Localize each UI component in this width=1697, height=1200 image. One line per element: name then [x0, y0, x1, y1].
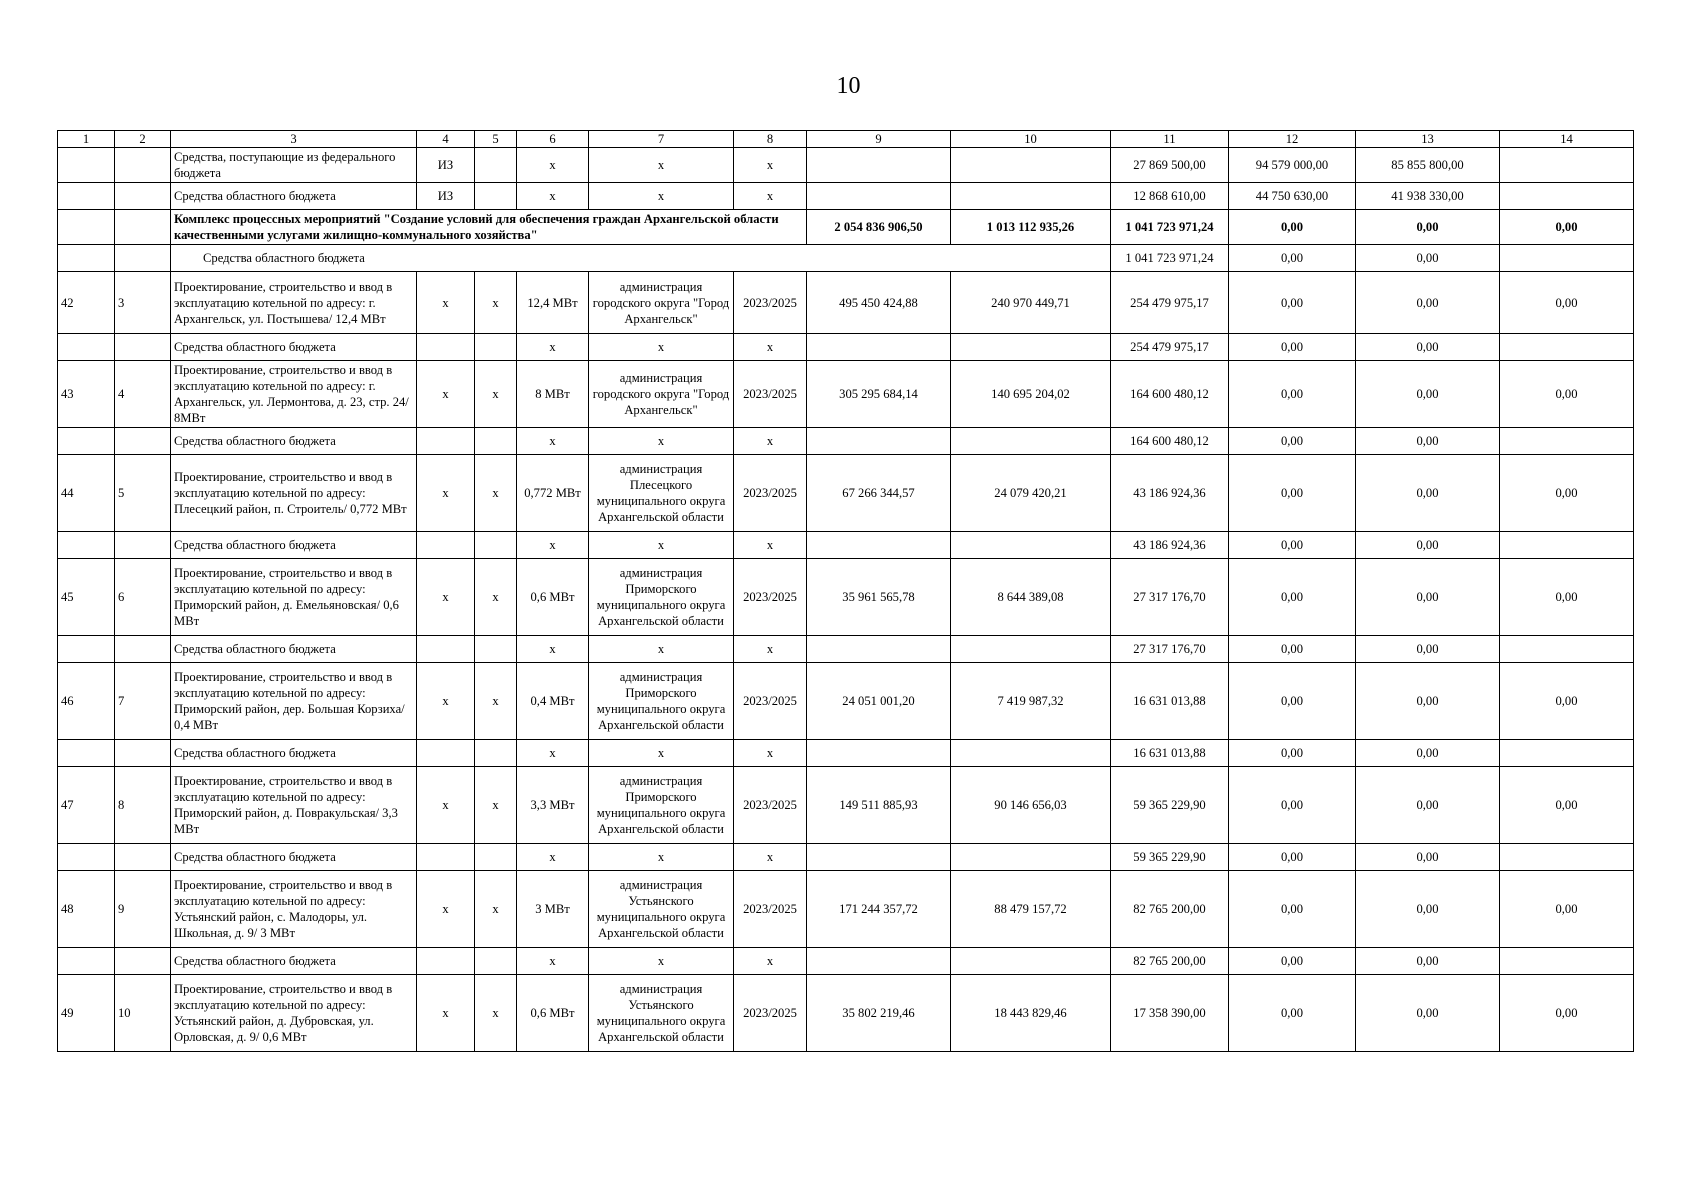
table-cell-c4: ИЗ: [417, 148, 475, 183]
table-cell-c12: 0,00: [1229, 428, 1356, 455]
table-cell-c7: х: [589, 148, 734, 183]
table-cell-c10: [951, 183, 1111, 210]
table-cell-c12: 44 750 630,00: [1229, 183, 1356, 210]
table-cell-c1: 47: [58, 767, 115, 844]
table-row-funding-source: [58, 183, 1634, 210]
table-cell-c14: 0,00: [1500, 559, 1634, 636]
table-cell: [115, 245, 171, 272]
table-row-item: [58, 663, 1634, 740]
column-number: 12: [1229, 131, 1356, 148]
table-cell-c12: 0,00: [1229, 871, 1356, 948]
column-number: 9: [807, 131, 951, 148]
table-row-funding-source: [58, 532, 1634, 559]
column-number: 3: [171, 131, 417, 148]
table-cell-c9: 24 051 001,20: [807, 663, 951, 740]
table-cell-c12: 0,00: [1229, 532, 1356, 559]
table-row-funding-source: [58, 148, 1634, 183]
table-cell-c11: 59 365 229,90: [1111, 844, 1229, 871]
table-cell-c8: х: [734, 532, 807, 559]
table-cell-c11: 254 479 975,17: [1111, 272, 1229, 334]
table-cell-c4: х: [417, 975, 475, 1052]
table-cell-c13: 0,00: [1356, 245, 1500, 272]
table-cell-c13: 0,00: [1356, 532, 1500, 559]
table-cell-c2: [115, 948, 171, 975]
table-cell-c12: 0,00: [1229, 455, 1356, 532]
table-cell-c4: ИЗ: [417, 183, 475, 210]
table-cell-c8: 2023/2025: [734, 559, 807, 636]
table-cell-c12: 0,00: [1229, 948, 1356, 975]
table-cell-c2: 3: [115, 272, 171, 334]
table-cell-c9: [807, 532, 951, 559]
table-cell-c8: х: [734, 334, 807, 361]
table-cell-c14: [1500, 428, 1634, 455]
table-cell-c13: 0,00: [1356, 948, 1500, 975]
table-cell-c10: 88 479 157,72: [951, 871, 1111, 948]
table-cell-c6: х: [517, 148, 589, 183]
table-cell-c13: 0,00: [1356, 636, 1500, 663]
table-cell-c7: администрация Плесецкого муниципального округа Архангельской области: [589, 455, 734, 532]
funding-source-label: Средства областного бюджета: [171, 183, 417, 210]
table-cell-c11: 43 186 924,36: [1111, 532, 1229, 559]
column-number: 13: [1356, 131, 1500, 148]
table-cell-c13: 85 855 800,00: [1356, 148, 1500, 183]
table-cell-c2: 9: [115, 871, 171, 948]
table-cell-c7: х: [589, 740, 734, 767]
table-cell-c7: х: [589, 636, 734, 663]
table-cell-c6: х: [517, 844, 589, 871]
object-description: Проектирование, строительство и ввод в эксплуатацию котельной по адресу: Приморский район, д. Емельяновская/ 0,6 МВт: [171, 559, 417, 636]
table-cell-c1: [58, 532, 115, 559]
table-cell-c12: 0,00: [1229, 272, 1356, 334]
table-cell-c13: 0,00: [1356, 210, 1500, 245]
table-cell-c4: [417, 428, 475, 455]
table-cell-c8: 2023/2025: [734, 272, 807, 334]
funding-source-label: Средства областного бюджета: [171, 636, 417, 663]
table-cell-c7: х: [589, 948, 734, 975]
table-cell-c12: 0,00: [1229, 740, 1356, 767]
table-cell-c1: [58, 740, 115, 767]
table-cell-c4: х: [417, 361, 475, 428]
table-cell-c10: 18 443 829,46: [951, 975, 1111, 1052]
funding-source-label: Средства областного бюджета: [171, 740, 417, 767]
table-cell-c7: х: [589, 844, 734, 871]
table-cell-c12: 0,00: [1229, 210, 1356, 245]
table-cell-c2: [115, 532, 171, 559]
table-cell-c5: [475, 948, 517, 975]
table-cell-c6: 0,4 МВт: [517, 663, 589, 740]
table-cell-c11: 16 631 013,88: [1111, 663, 1229, 740]
table-cell-c2: 4: [115, 361, 171, 428]
table-cell-c4: х: [417, 767, 475, 844]
object-description: Проектирование, строительство и ввод в эксплуатацию котельной по адресу: Приморский район, дер. Большая Корзиха/ 0,4 МВт: [171, 663, 417, 740]
column-number: 8: [734, 131, 807, 148]
table-row-item: [58, 361, 1634, 428]
table-cell-c11: 27 869 500,00: [1111, 148, 1229, 183]
table-cell-c1: 45: [58, 559, 115, 636]
table-cell-c13: 0,00: [1356, 975, 1500, 1052]
table-cell-c1: [58, 148, 115, 183]
table-row-funding-source: [58, 245, 1634, 272]
table-cell-c2: 8: [115, 767, 171, 844]
funding-source-label: Средства областного бюджета: [171, 948, 417, 975]
table-cell-c11: 1 041 723 971,24: [1111, 245, 1229, 272]
table-cell-c6: х: [517, 428, 589, 455]
table-cell-c6: 3 МВт: [517, 871, 589, 948]
column-number: 1: [58, 131, 115, 148]
table-cell-c13: 0,00: [1356, 559, 1500, 636]
table-cell-c6: 3,3 МВт: [517, 767, 589, 844]
table-cell-c9: [807, 740, 951, 767]
table-cell-c11: 27 317 176,70: [1111, 559, 1229, 636]
table-cell-c14: 0,00: [1500, 361, 1634, 428]
column-number: 2: [115, 131, 171, 148]
table-cell-c12: 0,00: [1229, 844, 1356, 871]
table-cell-c8: 2023/2025: [734, 975, 807, 1052]
table-cell-c14: 0,00: [1500, 663, 1634, 740]
funding-source-label: Средства областного бюджета: [171, 334, 417, 361]
table-cell-c10: 24 079 420,21: [951, 455, 1111, 532]
page-number: 10: [836, 73, 861, 99]
table-cell-c10: [951, 948, 1111, 975]
table-cell: [58, 245, 115, 272]
table-cell-c4: [417, 844, 475, 871]
table-cell-c10: 140 695 204,02: [951, 361, 1111, 428]
table-cell-c12: 0,00: [1229, 245, 1356, 272]
table-cell-c4: х: [417, 559, 475, 636]
table-cell-c13: 0,00: [1356, 272, 1500, 334]
funding-source-label: Средства областного бюджета: [171, 428, 417, 455]
table-cell-c9: 171 244 357,72: [807, 871, 951, 948]
table-cell-c5: [475, 428, 517, 455]
table-cell-c11: 16 631 013,88: [1111, 740, 1229, 767]
object-description: Проектирование, строительство и ввод в эксплуатацию котельной по адресу: Плесецкий район, п. Строитель/ 0,772 МВт: [171, 455, 417, 532]
object-description: Проектирование, строительство и ввод в эксплуатацию котельной по адресу: Устьянский район, с. Малодоры, ул. Школьная, д. 9/ 3 МВт: [171, 871, 417, 948]
table-cell-c10: [951, 428, 1111, 455]
table-cell-c10: 90 146 656,03: [951, 767, 1111, 844]
column-number: 7: [589, 131, 734, 148]
table-cell-c11: 12 868 610,00: [1111, 183, 1229, 210]
table-cell-c12: 0,00: [1229, 559, 1356, 636]
table-cell-c8: 2023/2025: [734, 361, 807, 428]
object-description: Проектирование, строительство и ввод в эксплуатацию котельной по адресу: Приморский район, д. Повракульская/ 3,3 МВт: [171, 767, 417, 844]
table-cell-c7: администрация Приморского муниципального округа Архангельской области: [589, 767, 734, 844]
table-cell-c14: 0,00: [1500, 210, 1634, 245]
table-cell-c5: [475, 148, 517, 183]
table-cell-c5: [475, 183, 517, 210]
table-cell-c1: [58, 183, 115, 210]
object-description: Проектирование, строительство и ввод в эксплуатацию котельной по адресу: Устьянский район, д. Дубровская, ул. Орловская, д. 9/ 0,6 МВт: [171, 975, 417, 1052]
table-cell-c7: администрация Устьянского муниципального округа Архангельской области: [589, 975, 734, 1052]
table-row-funding-source: [58, 428, 1634, 455]
table-cell-c7: администрация городского округа "Город Архангельск": [589, 361, 734, 428]
funding-source-label: Средства областного бюджета: [171, 844, 417, 871]
table-cell-c11: 82 765 200,00: [1111, 871, 1229, 948]
table-row-funding-source: [58, 740, 1634, 767]
table-cell-c9: [807, 844, 951, 871]
table-cell-c12: 0,00: [1229, 663, 1356, 740]
table-row-funding-source: [58, 844, 1634, 871]
table-cell-c9: 35 802 219,46: [807, 975, 951, 1052]
table-cell-c12: 0,00: [1229, 767, 1356, 844]
table-cell-c1: 44: [58, 455, 115, 532]
table-cell-c8: 2023/2025: [734, 455, 807, 532]
table-cell-c13: 0,00: [1356, 844, 1500, 871]
table-row-item: [58, 272, 1634, 334]
funding-source-label: Средства областного бюджета: [171, 532, 417, 559]
column-number: 5: [475, 131, 517, 148]
table-cell-c2: [115, 148, 171, 183]
table-cell-c2: 7: [115, 663, 171, 740]
table-cell-c5: [475, 740, 517, 767]
table-cell-c12: 0,00: [1229, 334, 1356, 361]
table-cell-c2: 5: [115, 455, 171, 532]
table-cell-c8: х: [734, 740, 807, 767]
table-cell-c13: 0,00: [1356, 767, 1500, 844]
table-cell-c7: х: [589, 334, 734, 361]
table-cell-c9: [807, 948, 951, 975]
object-description: Проектирование, строительство и ввод в эксплуатацию котельной по адресу: г. Архангельск, ул. Постышева/ 12,4 МВт: [171, 272, 417, 334]
table-row-funding-source: [58, 334, 1634, 361]
table-cell-c13: 0,00: [1356, 361, 1500, 428]
table-cell-c6: х: [517, 740, 589, 767]
table-cell-c8: 2023/2025: [734, 663, 807, 740]
table-cell-c2: 6: [115, 559, 171, 636]
table-cell-c5: х: [475, 455, 517, 532]
table-cell-c9: 149 511 885,93: [807, 767, 951, 844]
table-cell-c10: [951, 532, 1111, 559]
table-cell-c6: 0,6 МВт: [517, 559, 589, 636]
table-cell-c13: 0,00: [1356, 455, 1500, 532]
table-cell-c5: х: [475, 663, 517, 740]
table-cell-c7: администрация Приморского муниципального округа Архангельской области: [589, 559, 734, 636]
table-cell-c14: 0,00: [1500, 767, 1634, 844]
table-cell-c14: 0,00: [1500, 272, 1634, 334]
object-description: Проектирование, строительство и ввод в эксплуатацию котельной по адресу: г. Архангельск, ул. Лермонтова, д. 23, стр. 24/ 8МВт: [171, 361, 417, 428]
table-cell-c8: х: [734, 148, 807, 183]
table-cell-c8: х: [734, 948, 807, 975]
table-row-item: [58, 767, 1634, 844]
table-cell-c13: 41 938 330,00: [1356, 183, 1500, 210]
table-cell-c12: 0,00: [1229, 975, 1356, 1052]
table-cell-c13: 0,00: [1356, 428, 1500, 455]
table-cell-c5: х: [475, 361, 517, 428]
table-cell-c2: [115, 636, 171, 663]
table-cell-c9: [807, 428, 951, 455]
table-cell-c11: 27 317 176,70: [1111, 636, 1229, 663]
table-cell-c14: [1500, 532, 1634, 559]
table-cell-c10: 240 970 449,71: [951, 272, 1111, 334]
table-cell-c8: х: [734, 844, 807, 871]
funding-source-label: Средства областного бюджета: [171, 245, 1111, 272]
table-cell-c7: х: [589, 428, 734, 455]
table-cell-c10: 7 419 987,32: [951, 663, 1111, 740]
column-number: 11: [1111, 131, 1229, 148]
column-number: 4: [417, 131, 475, 148]
table-cell-c8: 2023/2025: [734, 767, 807, 844]
table-cell-c14: [1500, 740, 1634, 767]
table-cell-c4: [417, 948, 475, 975]
table-cell-c1: 43: [58, 361, 115, 428]
table-cell-c5: х: [475, 559, 517, 636]
funding-source-label: Средства, поступающие из федерального бюджета: [171, 148, 417, 183]
table-cell-c10: [951, 148, 1111, 183]
table-cell-c5: [475, 844, 517, 871]
budget-table: [57, 130, 1634, 1052]
table-cell-c11: 17 358 390,00: [1111, 975, 1229, 1052]
table-row-funding-source: [58, 636, 1634, 663]
table-row-item: [58, 559, 1634, 636]
table-cell-c4: х: [417, 871, 475, 948]
table-cell-c1: 46: [58, 663, 115, 740]
table-cell-c10: [951, 636, 1111, 663]
table-cell-c6: х: [517, 532, 589, 559]
table-row-funding-source: [58, 948, 1634, 975]
table-cell-c14: [1500, 183, 1634, 210]
table-cell-c14: [1500, 245, 1634, 272]
table-row-item: [58, 455, 1634, 532]
table-cell-c14: [1500, 148, 1634, 183]
table-cell-c9: [807, 636, 951, 663]
column-number-row: [58, 131, 1634, 148]
table-cell-c5: х: [475, 871, 517, 948]
table-cell-c13: 0,00: [1356, 334, 1500, 361]
table-cell-c9: 305 295 684,14: [807, 361, 951, 428]
table-cell-c7: х: [589, 532, 734, 559]
table-cell: [115, 210, 171, 245]
table-cell-c4: х: [417, 663, 475, 740]
table-cell-c7: администрация Устьянского муниципального округа Архангельской области: [589, 871, 734, 948]
complex-title: Комплекс процессных мероприятий "Создание условий для обеспечения граждан Архангельской области качественными услугами жилищно-коммунального хозяйства": [171, 210, 807, 245]
table-cell-c9: 495 450 424,88: [807, 272, 951, 334]
table-cell-c6: х: [517, 334, 589, 361]
table-cell-c7: администрация Приморского муниципального округа Архангельской области: [589, 663, 734, 740]
table-cell-c11: 59 365 229,90: [1111, 767, 1229, 844]
table-cell-c2: [115, 428, 171, 455]
table-cell-c10: [951, 740, 1111, 767]
table-cell-c14: 0,00: [1500, 455, 1634, 532]
table-cell-c10: 1 013 112 935,26: [951, 210, 1111, 245]
table-cell-c4: [417, 334, 475, 361]
table-cell-c14: [1500, 844, 1634, 871]
table-cell-c2: [115, 740, 171, 767]
table-cell-c14: [1500, 334, 1634, 361]
column-number: 14: [1500, 131, 1634, 148]
table-cell-c5: х: [475, 767, 517, 844]
table-cell-c12: 94 579 000,00: [1229, 148, 1356, 183]
column-number: 6: [517, 131, 589, 148]
table-cell-c13: 0,00: [1356, 663, 1500, 740]
table-cell-c13: 0,00: [1356, 740, 1500, 767]
table-cell-c13: 0,00: [1356, 871, 1500, 948]
table-cell-c10: [951, 334, 1111, 361]
table-cell-c12: 0,00: [1229, 361, 1356, 428]
table-cell-c9: [807, 183, 951, 210]
table-cell-c1: 42: [58, 272, 115, 334]
table-cell-c11: 254 479 975,17: [1111, 334, 1229, 361]
table-cell-c1: 48: [58, 871, 115, 948]
table-cell-c9: 2 054 836 906,50: [807, 210, 951, 245]
table-cell-c8: х: [734, 183, 807, 210]
table-cell-c8: 2023/2025: [734, 871, 807, 948]
table-cell-c6: 12,4 МВт: [517, 272, 589, 334]
table-cell-c6: 0,772 МВт: [517, 455, 589, 532]
table-cell-c14: [1500, 948, 1634, 975]
table-cell-c4: х: [417, 272, 475, 334]
table-cell-c9: [807, 148, 951, 183]
table-cell-c12: 0,00: [1229, 636, 1356, 663]
table-cell-c2: [115, 183, 171, 210]
table-cell-c4: [417, 532, 475, 559]
table-cell-c11: 164 600 480,12: [1111, 428, 1229, 455]
table-cell-c11: 164 600 480,12: [1111, 361, 1229, 428]
table-cell-c1: [58, 844, 115, 871]
table-cell-c9: 67 266 344,57: [807, 455, 951, 532]
table-cell-c8: х: [734, 428, 807, 455]
table-row-total: [58, 210, 1634, 245]
table-row-item: [58, 871, 1634, 948]
table-cell-c5: [475, 636, 517, 663]
table-cell-c9: [807, 334, 951, 361]
table-cell-c2: [115, 334, 171, 361]
table-cell-c11: 43 186 924,36: [1111, 455, 1229, 532]
table-cell-c1: [58, 428, 115, 455]
table-cell-c10: 8 644 389,08: [951, 559, 1111, 636]
table-cell-c1: [58, 948, 115, 975]
table-cell-c4: [417, 740, 475, 767]
column-number: 10: [951, 131, 1111, 148]
table-cell-c6: 0,6 МВт: [517, 975, 589, 1052]
table-cell-c7: администрация городского округа "Город Архангельск": [589, 272, 734, 334]
table-cell-c4: [417, 636, 475, 663]
table-cell-c2: 10: [115, 975, 171, 1052]
table-cell-c8: х: [734, 636, 807, 663]
table-cell-c5: х: [475, 975, 517, 1052]
table-cell-c11: 1 041 723 971,24: [1111, 210, 1229, 245]
table-cell-c6: х: [517, 636, 589, 663]
table-cell-c14: 0,00: [1500, 975, 1634, 1052]
table-cell-c7: х: [589, 183, 734, 210]
table-cell-c5: х: [475, 272, 517, 334]
table-cell-c9: 35 961 565,78: [807, 559, 951, 636]
table-cell-c11: 82 765 200,00: [1111, 948, 1229, 975]
table-row-item: [58, 975, 1634, 1052]
table-cell-c5: [475, 532, 517, 559]
table-cell-c1: [58, 334, 115, 361]
table-cell-c1: [58, 636, 115, 663]
table-cell-c6: х: [517, 183, 589, 210]
table-cell-c14: 0,00: [1500, 871, 1634, 948]
table-cell-c6: х: [517, 948, 589, 975]
table-cell-c2: [115, 844, 171, 871]
table-cell-c14: [1500, 636, 1634, 663]
table-cell-c10: [951, 844, 1111, 871]
table-cell: [58, 210, 115, 245]
table-cell-c1: 49: [58, 975, 115, 1052]
table-cell-c6: 8 МВт: [517, 361, 589, 428]
table-cell-c5: [475, 334, 517, 361]
table-cell-c4: х: [417, 455, 475, 532]
